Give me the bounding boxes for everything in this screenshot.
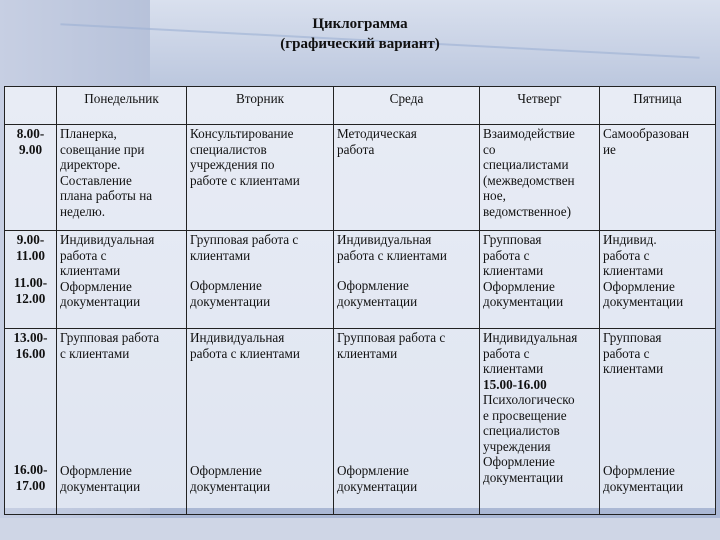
schedule-table-container xyxy=(4,86,715,508)
cell-text-2: Оформление документации xyxy=(483,278,564,309)
schedule-table xyxy=(4,86,716,515)
wednesday-cell xyxy=(334,125,480,231)
header-friday: Пятница xyxy=(600,87,716,125)
thursday-cell xyxy=(480,125,600,231)
friday-cell xyxy=(600,231,716,329)
cell-text: Планерка, совещание при директоре. Составление плана работы на неделю. xyxy=(60,126,153,219)
time-label: 8.00- 9.00 xyxy=(16,126,45,157)
cell-text-2: Оформление документации xyxy=(60,463,141,494)
tuesday-cell xyxy=(187,329,334,515)
header-monday: Понедельник xyxy=(57,87,187,125)
cell-text-2: Оформление документации xyxy=(337,463,418,494)
cell-text: Методическая работа xyxy=(337,126,417,157)
table-row xyxy=(5,329,716,515)
time-cell xyxy=(5,125,57,231)
cell-text: Самообразован ие xyxy=(603,126,690,157)
time-label: 9.00- 11.00 xyxy=(16,232,45,263)
tuesday-cell xyxy=(187,231,334,329)
wednesday-cell xyxy=(334,329,480,515)
monday-cell xyxy=(57,231,187,329)
cell-text: Индивидуальная работа с клиентами xyxy=(337,232,447,263)
friday-cell xyxy=(600,329,716,515)
thursday-cell xyxy=(480,231,600,329)
thursday-cell xyxy=(480,329,600,515)
table-row xyxy=(5,125,716,231)
header-wednesday: Среда xyxy=(334,87,480,125)
page-title xyxy=(0,14,720,54)
cell-text-2: Оформление документации xyxy=(483,454,564,485)
cell-text: Консультирование специалистов учреждения по работе с клиентами xyxy=(190,126,300,188)
cell-text: Групповая работа с клиентами xyxy=(603,330,664,376)
title-line-1: Циклограмма xyxy=(312,16,408,32)
time-label-2: 16.00- 17.00 xyxy=(13,462,48,493)
cell-text-2: Оформление документации xyxy=(337,278,418,309)
header-time xyxy=(5,87,57,125)
monday-cell xyxy=(57,329,187,515)
cell-text: Групповая работа с клиентами xyxy=(60,330,160,361)
bottom-strip xyxy=(0,518,720,540)
cell-text: Взаимодействие со специалистами (межведомствен ное, ведомственное) xyxy=(483,126,575,219)
cell-text-2: Оформление документации xyxy=(190,278,271,309)
extra-time-label: 15.00-16.00 xyxy=(483,376,547,392)
cell-text: Индивидуальная работа с клиентами xyxy=(190,330,300,361)
header-row xyxy=(5,87,716,125)
monday-cell xyxy=(57,125,187,231)
cell-text: Индивид. работа с клиентами xyxy=(603,232,664,278)
header-thursday: Четверг xyxy=(480,87,600,125)
time-cell xyxy=(5,231,57,329)
wednesday-cell xyxy=(334,231,480,329)
tuesday-cell xyxy=(187,125,334,231)
cell-text: Групповая работа с клиентами xyxy=(337,330,446,361)
time-cell xyxy=(5,329,57,515)
table-row xyxy=(5,231,716,329)
cell-text-2: Оформление документации xyxy=(190,463,271,494)
friday-cell xyxy=(600,125,716,231)
cell-text: Групповая работа с клиентами xyxy=(190,232,299,263)
title-line-2: (графический вариант) xyxy=(280,36,440,52)
time-label-2: 11.00- 12.00 xyxy=(13,275,48,306)
cell-text: Индивидуальная работа с клиентами xyxy=(483,330,578,376)
header-tuesday: Вторник xyxy=(187,87,334,125)
cell-text-2: Оформление документации xyxy=(603,463,684,494)
extra-text: Психологическо е просвещение специалистов учреждения xyxy=(483,392,575,454)
cell-text: Групповая работа с клиентами xyxy=(483,232,544,278)
cell-text-2: Оформление документации xyxy=(603,278,684,309)
cell-text: Индивидуальная работа с клиентами xyxy=(60,232,155,278)
time-label: 13.00- 16.00 xyxy=(13,330,48,361)
cell-text-2: Оформление документации xyxy=(60,278,141,309)
